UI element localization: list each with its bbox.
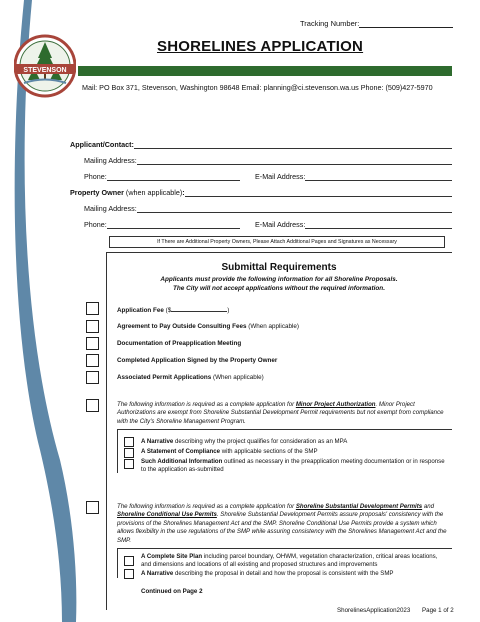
checkbox-preapplication[interactable]: [86, 337, 99, 350]
owner-email: [255, 220, 452, 229]
applicant-field[interactable]: [134, 140, 452, 149]
scup-link: Shoreline Conditional Use Permits: [117, 511, 217, 519]
instruction-line-2: The City will not accept applications without the required information.: [173, 284, 385, 292]
applicant-email-label: E-Mail Address:: [255, 172, 306, 181]
owner-mailing-row: [84, 204, 452, 213]
mpa-divider: [117, 429, 452, 430]
checkbox-sdp-narrative[interactable]: [124, 569, 134, 579]
owner-phone-field[interactable]: [107, 220, 240, 229]
sdp-link: Shoreline Substantial Development Permits: [295, 503, 423, 510]
owner-mailing-field[interactable]: [137, 204, 452, 213]
item-application-fee: Application Fee ($ ): [117, 307, 230, 314]
sdp-sub-border: [117, 548, 118, 578]
owner-row: [70, 188, 452, 197]
logo-text: STEVENSON: [23, 67, 67, 74]
submittal-heading: Submittal Requirements: [221, 262, 337, 273]
mpa-compliance: A Statement of Compliance with applicable sections of the SMP: [141, 448, 318, 455]
owner-colon: :: [182, 188, 185, 197]
owner-label-suffix: (when applicable): [125, 188, 183, 197]
checkbox-minor-project[interactable]: [86, 399, 99, 412]
instruction-line-1: Applicants must provide the following information for all Shoreline Proposals.: [160, 276, 398, 283]
checkbox-mpa-additional[interactable]: [124, 459, 134, 469]
item-signed-application: Completed Application Signed by the Property Owner: [117, 357, 278, 364]
owner-email-field[interactable]: [305, 220, 452, 229]
checkbox-substantial-development[interactable]: [86, 501, 99, 514]
owner-mailing-label: Mailing Address:: [84, 204, 137, 213]
checkbox-site-plan[interactable]: [124, 556, 134, 566]
footer-page: Page 1 of 2: [422, 607, 454, 614]
mpa-additional: Such Additional Information outlined as necessary in the preapplication meeting documentation or in response to the application as-submitted: [141, 458, 445, 474]
applicant-row: [70, 140, 452, 149]
green-divider-bar: [78, 66, 452, 76]
additional-owners-note: If There are Additional Property Owners, Please Attach Additional Pages and Signatures as Necessary: [109, 236, 445, 248]
section-left-border: [106, 252, 107, 610]
checkbox-mpa-compliance[interactable]: [124, 448, 134, 458]
applicant-email: [255, 172, 452, 181]
applicant-mailing-field[interactable]: [137, 156, 452, 165]
sdp-paragraph: The following information is required as a complete application for Shoreline Substantial Development Permits and Shoreline Conditional Use Permits. Shoreline Substantial Development Permits assure proposals' consistency with the provisions of the Shorelines Management Act and the SMP. Shoreline Conditional Use Permits provide a system which allows flexibility in the use regulations of the SMP while assuring consistency with the Shorelines Management Act and the SMP.: [117, 503, 447, 544]
tracking-number-field[interactable]: [359, 19, 453, 28]
mpa-narrative: A Narrative describing why the project qualifies for consideration as an MPA: [141, 438, 348, 445]
section-top-border: [106, 252, 452, 253]
checkbox-associated-permits[interactable]: [86, 371, 99, 384]
applicant-phone: [84, 172, 240, 181]
sdp-divider: [117, 548, 452, 549]
checkbox-mpa-narrative[interactable]: [124, 437, 134, 447]
item-consulting-fees: Agreement to Pay Outside Consulting Fees (When applicable): [117, 323, 299, 330]
contact-line: Mail: PO Box 371, Stevenson, Washington 98648 Email: planning@ci.stevenson.wa.us Phone: (509)427-5970: [82, 83, 433, 92]
owner-phone-label: Phone:: [84, 220, 107, 229]
owner-field[interactable]: [185, 188, 452, 197]
applicant-email-field[interactable]: [305, 172, 452, 181]
checkbox-consulting-fees[interactable]: [86, 320, 99, 333]
tracking-label: Tracking Number:: [300, 19, 360, 28]
applicant-phone-field[interactable]: [107, 172, 240, 181]
page-title: SHORELINES APPLICATION: [157, 38, 364, 55]
tracking-number: [300, 19, 453, 28]
footer-doc-id: ShorelinesApplication2023: [337, 607, 411, 614]
item-associated-permits: Associated Permit Applications (When applicable): [117, 374, 264, 381]
applicant-phone-label: Phone:: [84, 172, 107, 181]
checkbox-application-fee[interactable]: [86, 302, 99, 315]
mpa-paragraph: The following information is required as a complete application for Minor Project Authorization. Minor Project Authorizations are exempt from Shoreline Substantial Development Permit requirements but not exempt from compliance with the City's Shoreline Management Program.: [117, 401, 444, 425]
sdp-site-plan: A Complete Site Plan including parcel boundary, OHWM, vegetation characterization, critical areas locations, and dimensions and locations of all existing and proposed structures and improvements: [141, 553, 438, 569]
city-logo: [14, 28, 76, 104]
checkbox-signed-application[interactable]: [86, 354, 99, 367]
submittal-instructions: [106, 276, 452, 293]
applicant-mailing-row: [84, 156, 452, 165]
applicant-mailing-label: Mailing Address:: [84, 156, 137, 165]
applicant-label: Applicant/Contact:: [70, 140, 134, 149]
owner-email-label: E-Mail Address:: [255, 220, 306, 229]
mpa-link: Minor Project Authorization: [295, 401, 376, 408]
continued-note: Continued on Page 2: [141, 588, 203, 595]
fee-amount-field[interactable]: [171, 305, 227, 312]
owner-phone: [84, 220, 240, 229]
item-preapplication: Documentation of Preapplication Meeting: [117, 340, 242, 347]
mpa-sub-border: [117, 429, 118, 473]
owner-label: Property Owner: [70, 188, 124, 197]
sdp-narrative: A Narrative describing the proposal in detail and how the proposal is consistent with the SMP: [141, 570, 394, 577]
